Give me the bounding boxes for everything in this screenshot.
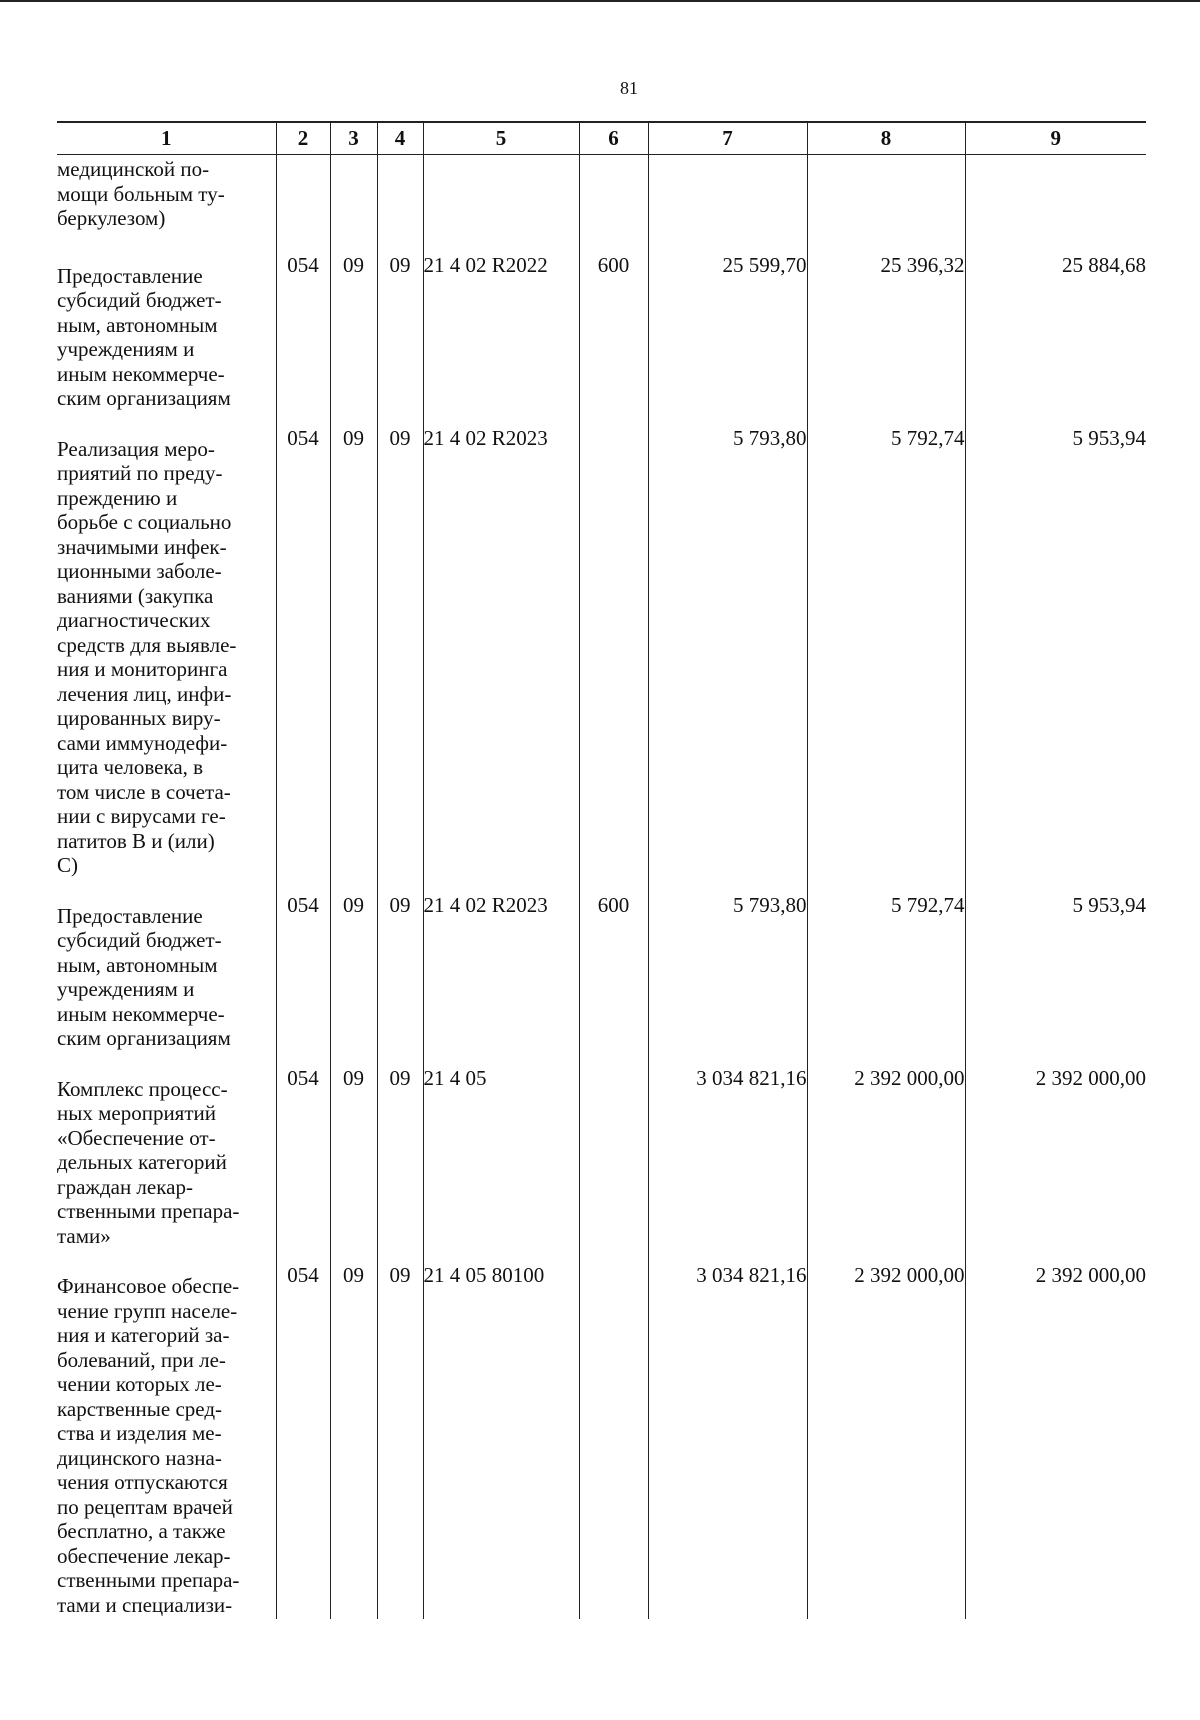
row-section-code (330, 155, 377, 253)
row-target-code: 21 4 05 (423, 1066, 579, 1264)
row-name (57, 893, 276, 1066)
row-ministry-code: 054 (276, 253, 330, 426)
row-name-text: медицинской по- мощи больным ту- беркулезом) (57, 157, 225, 230)
row-ministry-code: 054 (276, 426, 330, 893)
column-header-7: 7 (648, 122, 807, 155)
row-expense-type-code (579, 1263, 648, 1619)
row-ministry-code: 054 (276, 1066, 330, 1264)
column-header-8: 8 (807, 122, 965, 155)
column-header-4: 4 (377, 122, 423, 155)
row-amount-col8 (807, 155, 965, 253)
row-name (57, 1263, 276, 1619)
row-amount-col8: 2 392 000,00 (807, 1066, 965, 1264)
table-row (57, 893, 1146, 1066)
row-name-text: Комплекс процесс- ных мероприятий «Обеспечение от- дельных категорий граждан лекар- ственными препара- тами» (57, 1076, 240, 1248)
column-header-2: 2 (276, 122, 330, 155)
row-subsection-code (377, 155, 423, 253)
row-section-code: 09 (330, 1066, 377, 1264)
table-row (57, 155, 1146, 253)
row-amount-col9: 25 884,68 (965, 253, 1146, 426)
page-number: 81 (620, 78, 638, 98)
row-ministry-code: 054 (276, 1263, 330, 1619)
row-ministry-code: 054 (276, 893, 330, 1066)
row-subsection-code: 09 (377, 253, 423, 426)
column-header-1: 1 (57, 122, 276, 155)
row-amount-col9: 2 392 000,00 (965, 1066, 1146, 1264)
table-row (57, 1263, 1146, 1619)
row-amount-col7: 5 793,80 (648, 426, 807, 893)
row-section-code: 09 (330, 253, 377, 426)
column-header-6: 6 (579, 122, 648, 155)
table-row (57, 1066, 1146, 1264)
row-name-text: Реализация меро- приятий по преду- преждению и борьбе с социально значимыми инфек- ционными заболе- ваниями (закупка диагностических средств для выявле- ния и мониторинга лечения лиц, инфи- цированных виру- сами иммунодефи- цита человека, в том числе в сочета- нии с вирусами ге- патитов В и (или) С) (57, 436, 237, 877)
row-expense-type-code: 600 (579, 893, 648, 1066)
row-expense-type-code (579, 426, 648, 893)
row-target-code (423, 155, 579, 253)
row-target-code: 21 4 02 R2023 (423, 893, 579, 1066)
table-header (57, 122, 1146, 155)
row-subsection-code: 09 (377, 426, 423, 893)
row-amount-col8: 5 792,74 (807, 426, 965, 893)
row-subsection-code: 09 (377, 1263, 423, 1619)
row-name (57, 155, 276, 253)
row-amount-col7: 5 793,80 (648, 893, 807, 1066)
row-name (57, 1066, 276, 1264)
row-amount-col9: 5 953,94 (965, 426, 1146, 893)
row-amount-col8: 25 396,32 (807, 253, 965, 426)
row-subsection-code: 09 (377, 893, 423, 1066)
budget-table (57, 121, 1146, 1619)
row-section-code: 09 (330, 1263, 377, 1619)
row-name (57, 426, 276, 893)
row-expense-type-code: 600 (579, 253, 648, 426)
column-header-5: 5 (423, 122, 579, 155)
table-body (57, 155, 1146, 1620)
row-amount-col9 (965, 155, 1146, 253)
row-ministry-code (276, 155, 330, 253)
table-row (57, 426, 1146, 893)
row-amount-col8: 5 792,74 (807, 893, 965, 1066)
top-border-line (0, 0, 1200, 2)
row-target-code: 21 4 05 80100 (423, 1263, 579, 1619)
row-amount-col7 (648, 155, 807, 253)
row-expense-type-code (579, 1066, 648, 1264)
row-name-text: Предоставление субсидий бюджет- ным, автономным учреждениям и иным некоммерче- ским организациям (57, 263, 231, 410)
row-target-code: 21 4 02 R2023 (423, 426, 579, 893)
row-subsection-code: 09 (377, 1066, 423, 1264)
table-row (57, 253, 1146, 426)
column-header-3: 3 (330, 122, 377, 155)
row-target-code: 21 4 02 R2022 (423, 253, 579, 426)
row-amount-col7: 3 034 821,16 (648, 1066, 807, 1264)
row-expense-type-code (579, 155, 648, 253)
row-amount-col7: 25 599,70 (648, 253, 807, 426)
row-amount-col9: 5 953,94 (965, 893, 1146, 1066)
row-section-code: 09 (330, 426, 377, 893)
row-section-code: 09 (330, 893, 377, 1066)
column-header-9: 9 (965, 122, 1146, 155)
header-row (57, 122, 1146, 155)
row-amount-col8: 2 392 000,00 (807, 1263, 965, 1619)
row-name (57, 253, 276, 426)
row-name-text: Финансовое обеспе- чение групп населе- ния и категорий за- болеваний, при ле- чении которых ле- карственные сред- ства и изделия ме- дицинского назна- чения отпускаются по рецептам врачей бесплатно, а также обеспечение лекар- ственными препара- тами и специализи- (57, 1274, 240, 1617)
row-amount-col9: 2 392 000,00 (965, 1263, 1146, 1619)
row-amount-col7: 3 034 821,16 (648, 1263, 807, 1619)
row-name-text: Предоставление субсидий бюджет- ным, автономным учреждениям и иным некоммерче- ским организациям (57, 903, 231, 1050)
